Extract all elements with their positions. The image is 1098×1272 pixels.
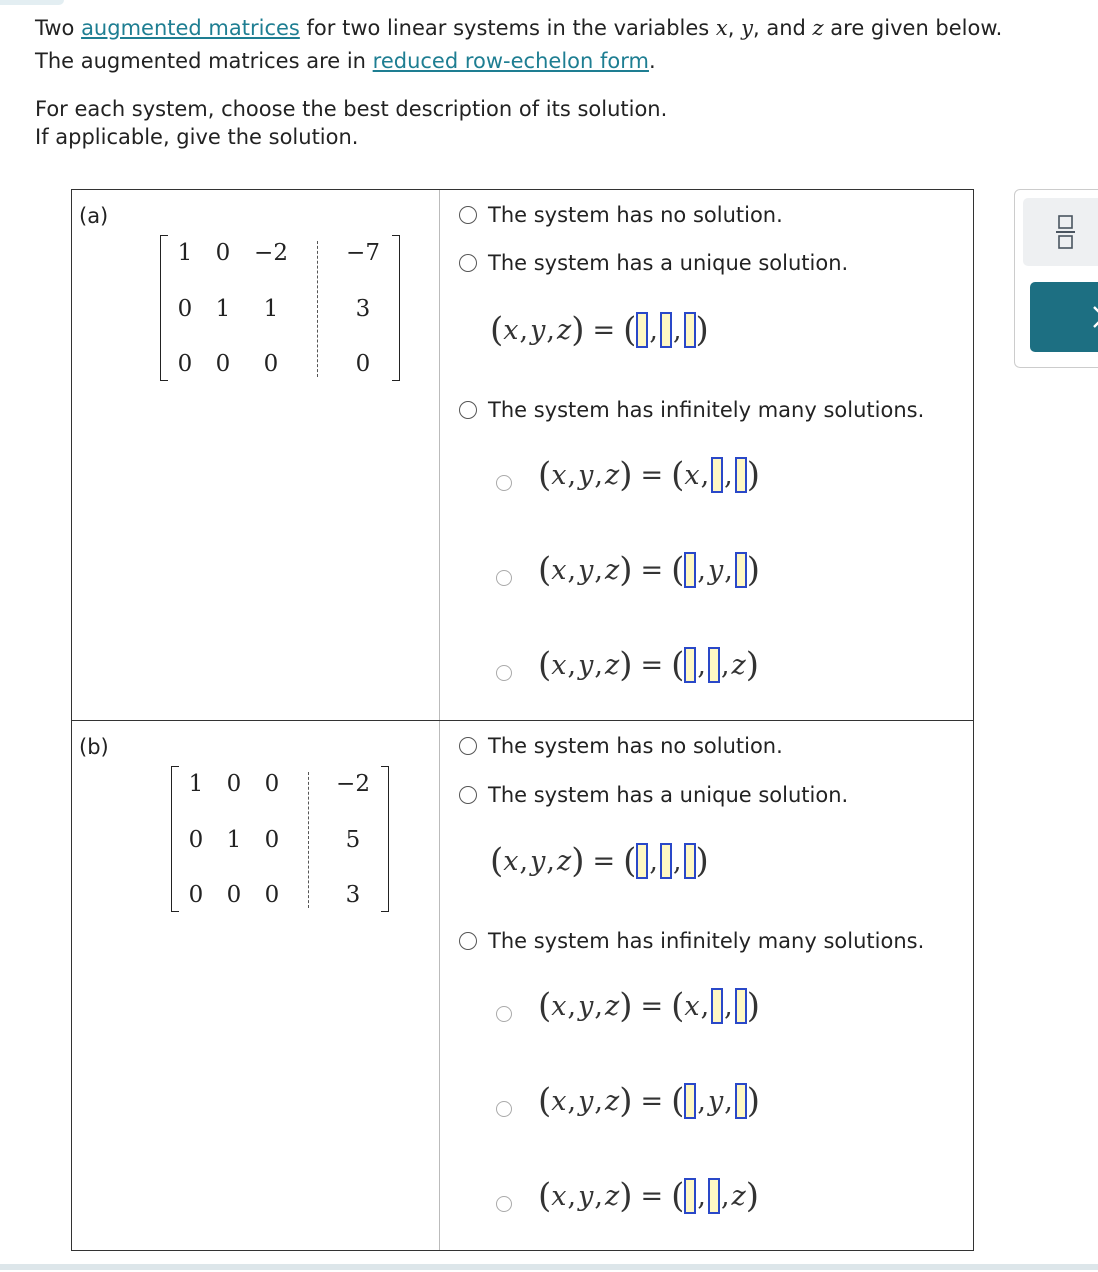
equation-comma: , bbox=[519, 314, 529, 346]
matrix-cell: 1 bbox=[263, 296, 279, 322]
equation-comma: , bbox=[724, 990, 733, 1022]
answer-input-x[interactable] bbox=[684, 1178, 696, 1214]
option-label: The system has a unique solution. bbox=[488, 251, 849, 275]
equation-equals: = bbox=[640, 990, 664, 1022]
equation-comma: , bbox=[724, 459, 733, 491]
equation-paren: ( bbox=[623, 841, 637, 881]
intro-text-segment: . bbox=[648, 49, 656, 73]
equation-paren: ) bbox=[746, 550, 761, 590]
equation-symbol: z bbox=[556, 845, 572, 877]
equation-comma: , bbox=[567, 459, 577, 491]
radio-button[interactable] bbox=[459, 206, 477, 224]
equation-comma: , bbox=[724, 1085, 733, 1117]
equation-symbol: z bbox=[731, 1180, 746, 1212]
matrix-cell: 0 bbox=[264, 771, 280, 797]
radio-button[interactable] bbox=[459, 401, 477, 419]
equation-symbol: z bbox=[604, 1085, 620, 1117]
answer-input-y[interactable] bbox=[711, 988, 723, 1024]
matrix-cell: 0 bbox=[226, 882, 242, 908]
equation-paren: ) bbox=[619, 986, 633, 1026]
part-a-label: (a) bbox=[79, 204, 109, 228]
answer-input-y[interactable] bbox=[708, 1178, 720, 1214]
equation-paren: ) bbox=[746, 986, 761, 1026]
matrix-cell: 1 bbox=[177, 240, 193, 266]
equation-comma: , bbox=[594, 554, 603, 586]
intro-text-segment: , bbox=[727, 16, 742, 40]
equation-comma: , bbox=[546, 845, 555, 877]
equation-paren: ( bbox=[671, 1176, 685, 1216]
part-a-augmented-matrix bbox=[160, 235, 400, 381]
matrix-cell: 0 bbox=[226, 771, 242, 797]
answer-input-x[interactable] bbox=[636, 312, 648, 348]
equation-symbol: y bbox=[707, 554, 724, 586]
equation-equals: = bbox=[640, 649, 664, 681]
part-b-augmented-matrix bbox=[171, 766, 389, 912]
equation-symbol: y bbox=[578, 1180, 594, 1212]
answer-input-z[interactable] bbox=[735, 1083, 747, 1119]
augmented-matrices-link[interactable]: augmented matrices bbox=[81, 16, 300, 40]
part-a-option-no-solution[interactable] bbox=[459, 203, 783, 227]
equation-symbol: z bbox=[604, 1180, 620, 1212]
equation-symbol: z bbox=[604, 459, 620, 491]
equation-symbol: y bbox=[578, 459, 594, 491]
equation-comma: , bbox=[672, 845, 682, 877]
equation-paren: ) bbox=[745, 645, 760, 685]
equation-comma: , bbox=[567, 1085, 577, 1117]
equation-symbol: y bbox=[530, 845, 546, 877]
matrix-cell: 0 bbox=[215, 351, 231, 377]
augment-separator bbox=[308, 772, 309, 908]
equation-paren: ) bbox=[571, 841, 585, 881]
equation-paren: ) bbox=[745, 1176, 760, 1216]
intro-line-2 bbox=[35, 45, 1002, 78]
equation-equals: = bbox=[640, 1085, 664, 1117]
part-a-equation-z-free bbox=[538, 645, 759, 685]
var-x: x bbox=[715, 16, 728, 40]
question-grid bbox=[71, 189, 974, 1251]
intro-text-segment: Two bbox=[35, 16, 82, 40]
equation-symbol: x bbox=[551, 990, 567, 1022]
answer-input-z[interactable] bbox=[735, 457, 747, 493]
equation-symbol: z bbox=[604, 990, 620, 1022]
radio-button[interactable] bbox=[459, 786, 477, 804]
fraction-icon bbox=[1023, 198, 1098, 266]
answer-input-x[interactable] bbox=[636, 843, 648, 879]
intro-text bbox=[35, 12, 1002, 78]
clear-button[interactable] bbox=[1030, 282, 1098, 352]
equation-equals: = bbox=[592, 845, 616, 877]
equation-comma: , bbox=[697, 1085, 706, 1117]
part-b-option-infinite-solutions[interactable] bbox=[459, 929, 924, 953]
intro-line-1 bbox=[35, 12, 1002, 45]
fraction-tool-button[interactable] bbox=[1023, 198, 1098, 266]
answer-input-y[interactable] bbox=[711, 457, 723, 493]
part-b-option-unique-solution[interactable] bbox=[459, 783, 848, 807]
answer-input-z[interactable] bbox=[735, 988, 747, 1024]
equation-paren: ( bbox=[671, 645, 685, 685]
part-a-equation-x-free bbox=[538, 455, 760, 495]
equation-paren: ) bbox=[619, 1081, 633, 1121]
equation-equals: = bbox=[640, 554, 664, 586]
answer-input-x[interactable] bbox=[684, 647, 696, 683]
answer-input-x[interactable] bbox=[684, 1083, 696, 1119]
equation-symbol: z bbox=[604, 649, 620, 681]
equation-comma: , bbox=[720, 1180, 730, 1212]
matrix-cell: 0 bbox=[264, 882, 280, 908]
equation-equals: = bbox=[592, 314, 616, 346]
part-b-sub-radio-x-free[interactable] bbox=[496, 1006, 512, 1022]
part-b-equation-x-free bbox=[538, 986, 760, 1026]
instructions bbox=[35, 95, 667, 151]
part-a-sub-radio-z-free[interactable] bbox=[496, 665, 512, 681]
equation-paren: ( bbox=[490, 841, 504, 881]
part-a-option-unique-solution[interactable] bbox=[459, 251, 848, 275]
rref-link[interactable]: reduced row-echelon form bbox=[372, 49, 649, 73]
answer-input-x[interactable] bbox=[684, 552, 696, 588]
matrix-cell: 1 bbox=[215, 296, 231, 322]
part-a-equation-y-free bbox=[538, 550, 760, 590]
equation-symbol: x bbox=[551, 1085, 567, 1117]
equation-comma: , bbox=[594, 1085, 603, 1117]
equation-paren: ) bbox=[619, 645, 633, 685]
part-a-unique-equation bbox=[490, 310, 709, 350]
equation-paren: ( bbox=[671, 1081, 685, 1121]
equation-symbol: y bbox=[578, 990, 594, 1022]
equation-paren: ( bbox=[538, 986, 552, 1026]
part-b-unique-equation bbox=[490, 841, 709, 881]
part-b-sub-radio-z-free[interactable] bbox=[496, 1196, 512, 1212]
equation-comma: , bbox=[672, 314, 682, 346]
matrix-cell: 0 bbox=[177, 296, 193, 322]
equation-symbol: x bbox=[503, 845, 519, 877]
equation-paren: ( bbox=[671, 550, 685, 590]
close-icon bbox=[1030, 282, 1098, 352]
equation-comma: , bbox=[700, 459, 710, 491]
equation-comma: , bbox=[700, 990, 710, 1022]
part-b-equation-z-free bbox=[538, 1176, 759, 1216]
equation-paren: ( bbox=[538, 645, 552, 685]
equation-symbol: z bbox=[731, 649, 746, 681]
equation-comma: , bbox=[567, 554, 577, 586]
matrix-cell: 1 bbox=[188, 771, 204, 797]
matrix-cell: 0 bbox=[188, 882, 204, 908]
equation-symbol: z bbox=[604, 554, 620, 586]
equation-paren: ( bbox=[538, 1176, 552, 1216]
bottom-bar bbox=[0, 1264, 1098, 1270]
equation-symbol: y bbox=[578, 1085, 594, 1117]
answer-input-y[interactable] bbox=[708, 647, 720, 683]
matrix-cell: 5 bbox=[345, 827, 361, 853]
radio-button[interactable] bbox=[459, 254, 477, 272]
var-y: y bbox=[741, 16, 753, 40]
equation-paren: ) bbox=[619, 1176, 633, 1216]
augment-separator bbox=[317, 241, 318, 377]
equation-symbol: x bbox=[551, 459, 567, 491]
equation-symbol: x bbox=[684, 459, 700, 491]
matrix-cell: 0 bbox=[215, 240, 231, 266]
part-a-sub-radio-y-free[interactable] bbox=[496, 570, 512, 586]
equation-symbol: x bbox=[503, 314, 519, 346]
equation-paren: ( bbox=[490, 310, 504, 350]
option-label: The system has a unique solution. bbox=[488, 783, 849, 807]
equation-comma: , bbox=[594, 459, 603, 491]
matrix-cell: 0 bbox=[264, 827, 280, 853]
equation-symbol: x bbox=[551, 554, 567, 586]
answer-input-y[interactable] bbox=[660, 312, 672, 348]
equation-paren: ( bbox=[538, 550, 552, 590]
matrix-cell: 0 bbox=[263, 351, 279, 377]
equation-paren: ) bbox=[695, 310, 709, 350]
instruction-line-2: If applicable, give the solution. bbox=[35, 125, 359, 149]
intro-text-segment: , and bbox=[753, 16, 813, 40]
equation-paren: ) bbox=[746, 455, 761, 495]
equation-paren: ) bbox=[619, 455, 633, 495]
equation-comma: , bbox=[697, 1180, 706, 1212]
equation-symbol: y bbox=[530, 314, 546, 346]
option-label: The system has no solution. bbox=[488, 203, 783, 227]
equation-comma: , bbox=[567, 649, 577, 681]
equation-comma: , bbox=[720, 649, 730, 681]
matrix-cell: −2 bbox=[254, 240, 288, 266]
equation-paren: ) bbox=[619, 550, 633, 590]
answer-input-z[interactable] bbox=[684, 843, 696, 879]
matrix-right-bracket bbox=[392, 235, 400, 381]
equation-symbol: x bbox=[551, 1180, 567, 1212]
equation-comma: , bbox=[724, 554, 733, 586]
matrix-cell: 3 bbox=[355, 296, 371, 322]
equation-comma: , bbox=[567, 990, 577, 1022]
option-label: The system has infinitely many solutions. bbox=[488, 398, 925, 422]
matrix-cell: 1 bbox=[226, 827, 242, 853]
equation-paren: ( bbox=[623, 310, 637, 350]
part-a-option-infinite-solutions[interactable] bbox=[459, 398, 924, 422]
equation-paren: ( bbox=[538, 455, 552, 495]
matrix-right-bracket bbox=[381, 766, 389, 912]
matrix-cell: 0 bbox=[355, 351, 371, 377]
row-divider bbox=[72, 720, 973, 721]
equation-paren: ) bbox=[695, 841, 709, 881]
equation-comma: , bbox=[546, 314, 555, 346]
equation-paren: ( bbox=[671, 986, 685, 1026]
var-z: z bbox=[812, 16, 824, 40]
answer-input-z[interactable] bbox=[735, 552, 747, 588]
intro-text-segment: are given below. bbox=[823, 16, 1003, 40]
equation-paren: ( bbox=[538, 1081, 552, 1121]
part-b-option-no-solution[interactable] bbox=[459, 734, 783, 758]
equation-equals: = bbox=[640, 459, 664, 491]
radio-button[interactable] bbox=[459, 737, 477, 755]
math-tool-panel bbox=[1014, 189, 1098, 368]
intro-text-segment: for two linear systems in the variables bbox=[299, 16, 716, 40]
equation-symbol: y bbox=[578, 554, 594, 586]
equation-paren: ) bbox=[746, 1081, 761, 1121]
equation-symbol: y bbox=[707, 1085, 724, 1117]
equation-paren: ) bbox=[571, 310, 585, 350]
matrix-cell: 0 bbox=[188, 827, 204, 853]
matrix-cell: −7 bbox=[346, 240, 380, 266]
matrix-cell: 0 bbox=[177, 351, 193, 377]
equation-symbol: y bbox=[578, 649, 594, 681]
part-a-sub-radio-x-free[interactable] bbox=[496, 475, 512, 491]
equation-comma: , bbox=[567, 1180, 577, 1212]
equation-symbol: x bbox=[684, 990, 700, 1022]
equation-comma: , bbox=[594, 990, 603, 1022]
intro-text-segment: The augmented matrices are in bbox=[35, 49, 373, 73]
option-label: The system has no solution. bbox=[488, 734, 783, 758]
equation-symbol: x bbox=[551, 649, 567, 681]
answer-input-y[interactable] bbox=[660, 843, 672, 879]
part-b-sub-radio-y-free[interactable] bbox=[496, 1101, 512, 1117]
equation-comma: , bbox=[649, 845, 658, 877]
equation-comma: , bbox=[697, 554, 706, 586]
radio-button[interactable] bbox=[459, 932, 477, 950]
instruction-line-1: For each system, choose the best description of its solution. bbox=[35, 97, 668, 121]
matrix-cell: −2 bbox=[336, 771, 370, 797]
equation-comma: , bbox=[649, 314, 658, 346]
equation-equals: = bbox=[640, 1180, 664, 1212]
top-accent-bar bbox=[0, 0, 64, 5]
equation-symbol: z bbox=[556, 314, 572, 346]
option-label: The system has infinitely many solutions. bbox=[488, 929, 925, 953]
equation-comma: , bbox=[519, 845, 529, 877]
part-b-equation-y-free bbox=[538, 1081, 760, 1121]
equation-paren: ( bbox=[671, 455, 685, 495]
part-b-label: (b) bbox=[79, 735, 109, 759]
equation-comma: , bbox=[697, 649, 706, 681]
answer-input-z[interactable] bbox=[684, 312, 696, 348]
equation-comma: , bbox=[594, 1180, 603, 1212]
matrix-cell: 3 bbox=[345, 882, 361, 908]
equation-comma: , bbox=[594, 649, 603, 681]
